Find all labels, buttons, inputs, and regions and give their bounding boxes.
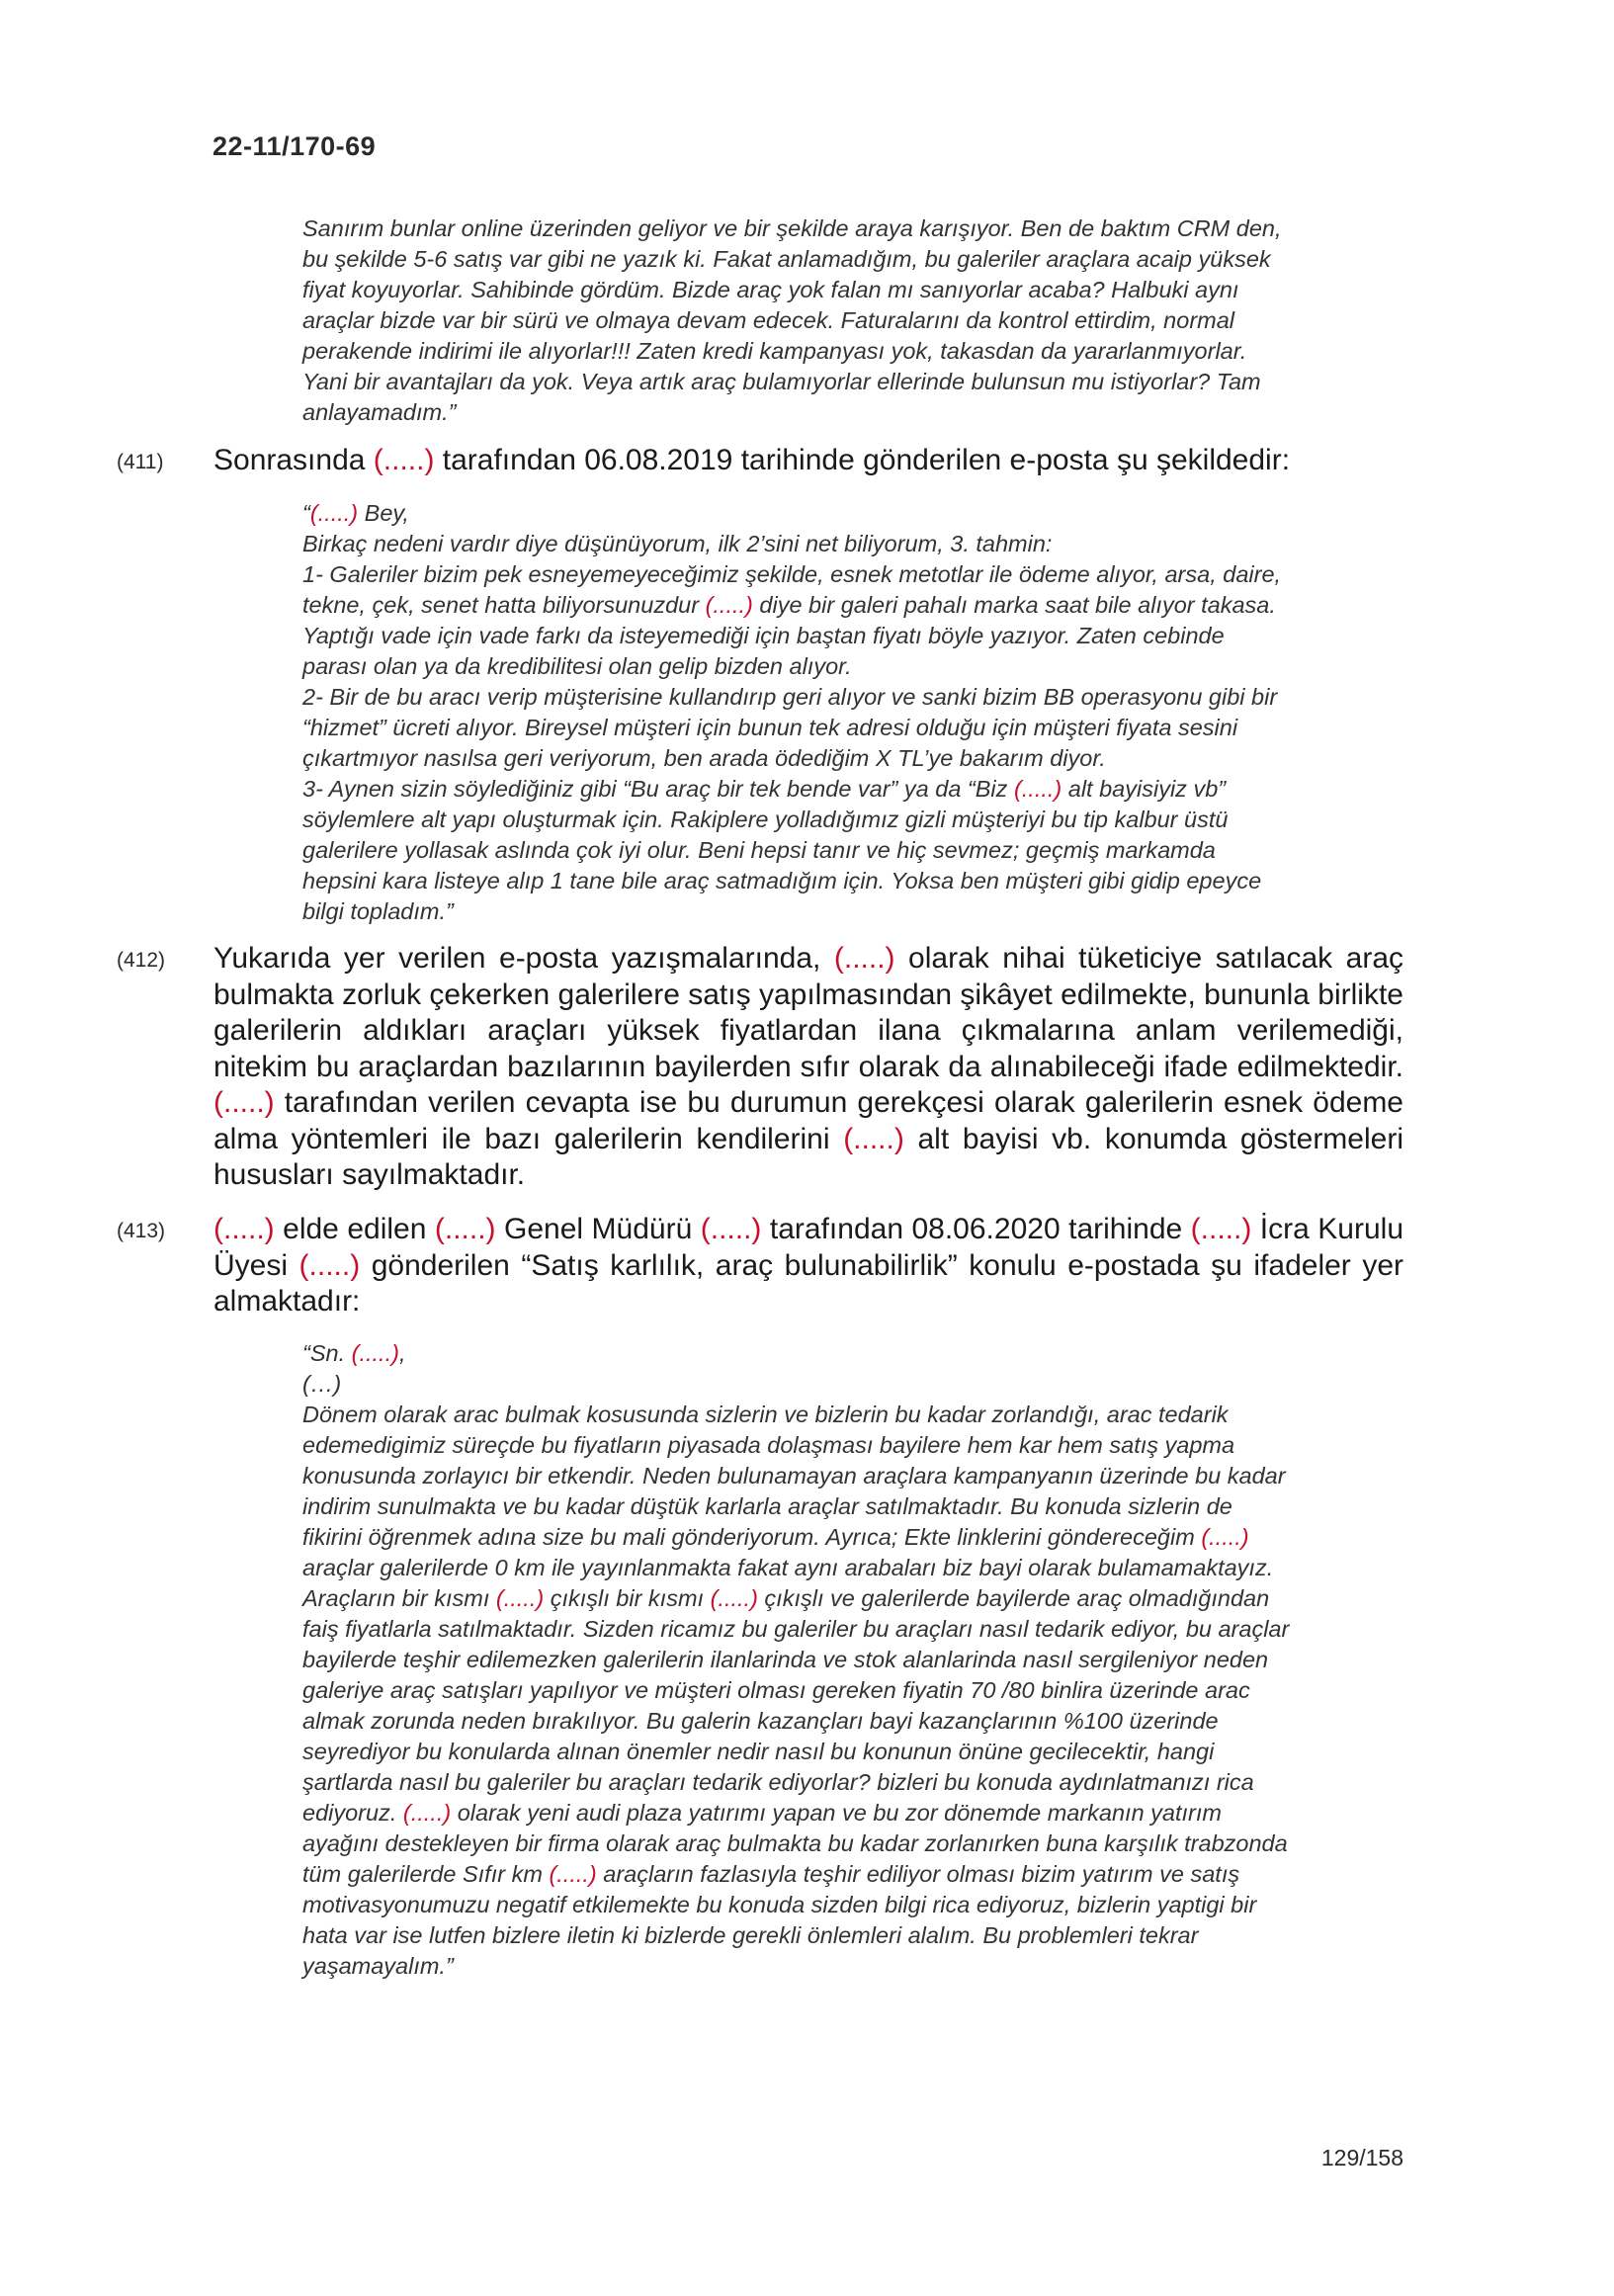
quote-line: Yaptığı vade için vade farkı da isteyemediği için baştan fiyatı böyle yazıyor. Zaten cebinde	[302, 623, 1225, 648]
quote-line: yaşamayalım.”	[302, 1953, 454, 1979]
quote-line: Araçların bir kısmı (.....) çıkışlı bir kısmı (.....) çıkışlı ve galerilerde bayilerde araç olmadığından	[302, 1585, 1270, 1611]
quote-line: parası olan ya da kredibilitesi olan gelip bizden alıyor.	[302, 653, 852, 679]
redacted-mark: (.....)	[705, 592, 753, 618]
redacted-mark: (.....)	[549, 1861, 597, 1887]
redacted-mark: (.....)	[351, 1340, 399, 1366]
quote-line: tekne, çek, senet hatta biliyorsunuzdur (.....) diye bir galeri pahalı marka saat bile alıyor takasa.	[302, 592, 1276, 618]
quote-line: 1- Galeriler bizim pek esneyemeyeceğimiz şekilde, esnek metotlar ile ödeme alıyor, arsa, daire,	[302, 561, 1282, 587]
document-number: 22-11/170-69	[212, 131, 377, 161]
paragraph-412	[117, 941, 1403, 1194]
paragraph-411	[117, 443, 1403, 479]
paragraph-text: Sonrasında (.....) tarafından 06.08.2019 tarihinde gönderilen e-posta şu şekildedir:	[213, 444, 1291, 476]
page-number: 129/158	[1320, 2145, 1403, 2170]
redacted-mark: (.....)	[1201, 1524, 1249, 1550]
quote-line: Birkaç nedeni vardır diye düşünüyorum, ilk 2’sini net biliyorum, 3. tahmin:	[302, 531, 1053, 556]
redacted-mark: (.....)	[402, 1800, 452, 1826]
quote-line: çıkartmıyor nasılsa geri veriyorum, ben arada ödediğim X TL’ye bakarım diyor.	[302, 745, 1106, 771]
redacted-mark: (.....)	[1190, 1213, 1252, 1245]
quote-line: fiyat koyuyorlar. Sahibinde gördüm. Bizde araç yok falan mı sanıyorlar acaba? Halbuki aynı	[302, 277, 1239, 302]
paragraph-413	[117, 1212, 1403, 1320]
quote-line: Sanırım bunlar online üzerinden geliyor ve bir şekilde araya karışıyor. Ben de baktım CRM den,	[302, 215, 1282, 241]
quote-line: galeriye araç satışları yapılıyor ve müşteri olması gereken fiyatin 70 /80 binlira üzerinde arac	[302, 1677, 1250, 1703]
redacted-mark: (.....)	[700, 1213, 762, 1245]
redacted-mark: (.....)	[843, 1122, 904, 1155]
paragraph-text: Yukarıda yer verilen e-posta yazışmalarında, (.....) olarak nihai tüketiciye satılacak araç bulmakta zorluk çekerken galerilere satış yapılmasından şikâyet edilmekte, bununla birlikte galerilerin aldıkları araçları yüksek fiyatlardan ilana çıkmalarına anlam verilemediği, nitekim bu araçlardan bazılarının bayilerden sıfır olarak da alınabileceği ifade edilmektedir. (.....) tarafından verilen cevapta ise bu durumun gerekçesi olarak galerilerin esnek ödeme alma yöntemleri ile bazı galerilerin kendilerini (.....) alt bayisi vb. konumda göstermeleri hususları sayılmaktadır.	[213, 942, 1403, 1191]
quote-line: ayağını destekleyen bir firma olarak araç bulmakta bu kadar zorlanırken buna karşılık trabzonda	[302, 1830, 1288, 1856]
quote-line: şartlarda nasıl bu galeriler bu araçları tedarik ediyorlar? bizleri bu konuda aydınlatmanızı rica	[302, 1769, 1254, 1795]
quote-line: hepsini kara listeye alıp 1 tane bile araç satmadığım için. Yoksa ben müşteri gibi gidip epeyce	[302, 868, 1262, 893]
redacted-mark: (.....)	[833, 942, 895, 975]
paragraph-number: (413)	[117, 1220, 166, 1242]
quote-line: ediyoruz. (.....) olarak yeni audi plaza yatırımı yapan ve bu zor dönemde markanın yatırım	[302, 1800, 1222, 1826]
quote-line: “Sn. (.....),	[302, 1340, 406, 1366]
redacted-mark: (.....)	[373, 444, 435, 476]
quote-line: tüm galerilerde Sıfır km (.....) araçların fazlasıyla teşhir ediliyor olması bizim yatırım ve satış	[302, 1861, 1240, 1887]
quote-line: anlayamadım.”	[302, 399, 457, 425]
quote-line: seyrediyor bu konularda alınan önemler nedir nasıl bu konunun önüne gecilecektir, hangi	[302, 1739, 1215, 1764]
redacted-mark: (.....)	[495, 1585, 545, 1611]
quote-line: Dönem olarak arac bulmak kosusunda sizlerin ve bizlerin bu kadar zorlandığı, arac tedarik	[302, 1402, 1229, 1427]
quote-line: perakende indirimi ile alıyorlar!!! Zaten kredi kampanyası yok, takasdan da yararlanmıyorlar.	[302, 338, 1247, 364]
paragraph-number: (412)	[117, 949, 166, 972]
quote-line: “(.....) Bey,	[302, 500, 409, 526]
redacted-mark: (.....)	[298, 1248, 361, 1282]
paragraph-number: (411)	[117, 451, 164, 473]
quote-line: fikirini öğrenmek adına size bu mali gönderiyorum. Ayrıca; Ekte linklerini göndereceğim (.....)	[302, 1524, 1249, 1550]
quote-line: edemedigimiz süreçde bu fiyatların piyasada dolaşması bayilere hem kar hem satış yapma	[302, 1432, 1235, 1458]
redacted-mark: (.....)	[1013, 776, 1062, 802]
paragraph-text: (.....) elde edilen (.....) Genel Müdürü (.....) tarafından 08.06.2020 tarihinde (.....) İcra Kurulu Üyesi (.....) gönderilen “Satış karlılık, araç bulunabilirlik” konulu e-postada şu ifadeler yer almaktadır:	[213, 1213, 1404, 1318]
quote-line: galerilere yollasak aslında çok iyi olur. Beni hepsi tanır ve hiç sevmez; geçmiş markamda	[302, 837, 1216, 863]
quote-line: bayilerde teşhir edilemezken galerilerin ilanlarinda ve stok alanlarinda nasıl sergileniyor neden	[302, 1647, 1269, 1672]
quote-line: Yani bir avantajları da yok. Veya artık araç bulamıyorlar ellerinde bulunsun mu istiyorlar? Tam	[302, 369, 1261, 394]
quote-line: almak zorunda neden bırakılıyor. Bu galerin kazançları bayi kazançlarının %100 üzerinde	[302, 1708, 1219, 1734]
redacted-mark: (.....)	[213, 1213, 275, 1245]
quote-block-3	[302, 1338, 1403, 1982]
redacted-mark: (.....)	[710, 1585, 758, 1611]
redacted-mark: (.....)	[434, 1213, 496, 1245]
quote-block-2	[302, 498, 1403, 927]
quote-line: araçlar bizde var bir sürü ve olmaya devam edecek. Faturalarını da kontrol ettirdim, normal	[302, 307, 1235, 333]
quote-line: konusunda zorlayıcı bir etkendir. Neden bulunamayan araçlara kampanyanın üzerinde bu kadar	[302, 1463, 1286, 1488]
quote-line: hata var ise lutfen bizlere iletin ki bizlerde gerekli önlemleri alalım. Bu problemleri tekrar	[302, 1922, 1199, 1948]
quote-line: 3- Aynen sizin söylediğiniz gibi “Bu araç bir tek bende var” ya da “Biz (.....) alt bayisiyiz vb”	[302, 776, 1227, 802]
quote-line: “hizmet” ücreti alıyor. Bireysel müşteri için bunun tek adresi olduğu için müşteri fiyata sesini	[302, 715, 1238, 740]
quote-line: bu şekilde 5-6 satış var gibi ne yazık ki. Fakat anlamadığım, bu galeriler araçlara acaip yüksek	[302, 246, 1271, 272]
quote-block-1	[302, 213, 1403, 428]
quote-line: araçlar galerilerde 0 km ile yayınlanmakta fakat aynı arabaları biz bayi olarak bulamamaktayız.	[302, 1555, 1274, 1580]
redacted-mark: (.....)	[213, 1086, 275, 1119]
quote-line: 2- Bir de bu aracı verip müşterisine kullandırıp geri alıyor ve sanki bizim BB operasyonu gibi bir	[302, 684, 1278, 710]
quote-line: söylemlere alt yapı oluşturmak için. Rakiplere yolladığımız gizli müşteriyi bu tip kalbur üstü	[302, 807, 1229, 832]
quote-line: indirim sunulmakta ve bu kadar düştük karlarla araçlar satılmaktadır. Bu konuda sizlerin de	[302, 1493, 1232, 1519]
quote-line: bilgi topladım.”	[302, 898, 454, 924]
quote-line: faiş fiyatlarla satılmaktadır. Sizden ricamız bu galeriler bu araçları nasıl tedarik ediyor, bu araçlar	[302, 1616, 1290, 1642]
redacted-mark: (.....)	[309, 500, 359, 526]
quote-line: motivasyonumuzu negatif etkilemekte bu konuda sizden bilgi rica ediyoruz, bizlerin yaptigi bir	[302, 1892, 1257, 1917]
quote-line: (…)	[302, 1371, 342, 1397]
